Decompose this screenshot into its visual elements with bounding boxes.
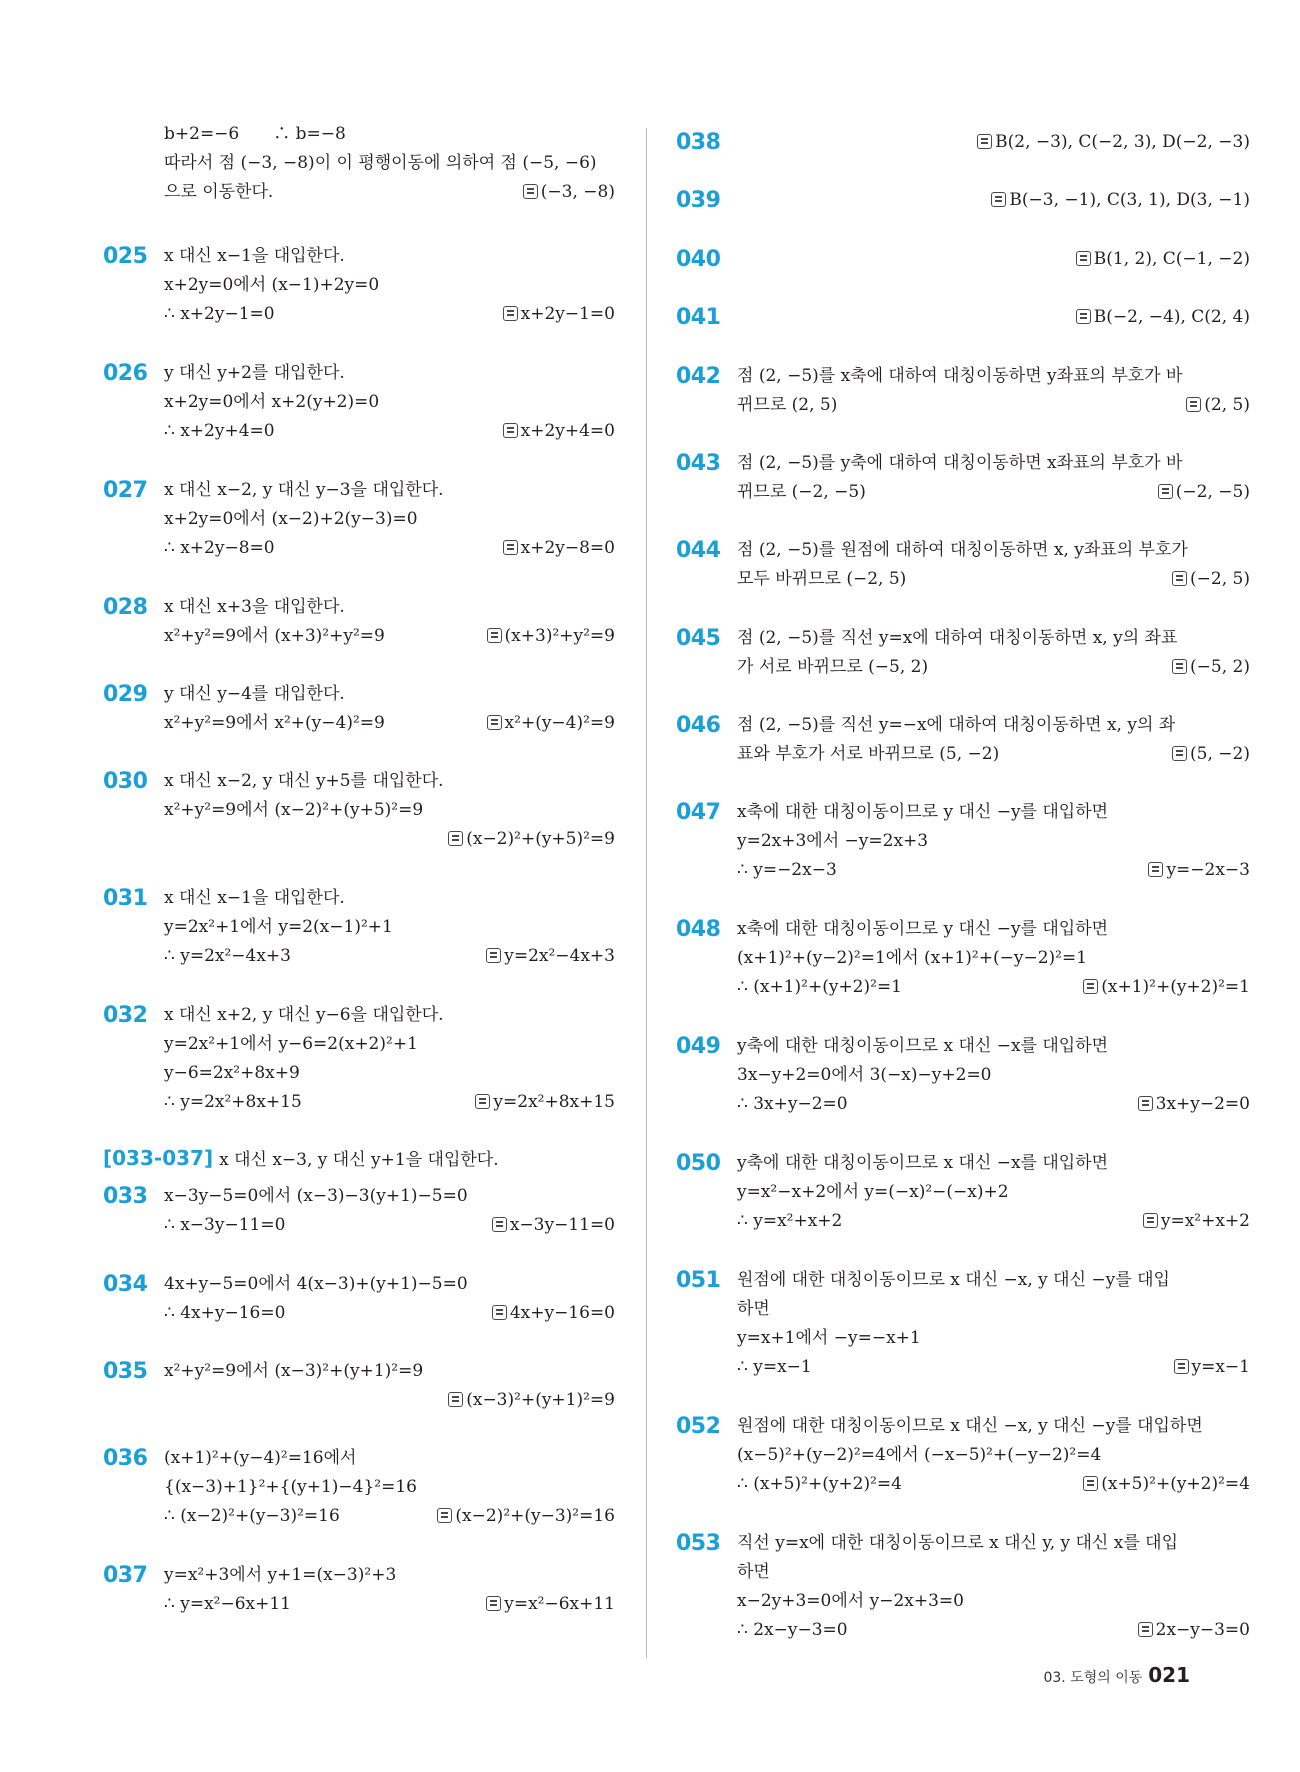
answer-icon [991,192,1006,207]
solution-line-text: 점 (2, −5)를 직선 y=−x에 대하여 대칭이동하면 x, y의 좌 [737,715,1176,735]
solution-body [164,593,615,651]
page-number: 021 [1148,1663,1190,1687]
solution-body [737,449,1250,507]
solution-body [164,242,615,329]
solution-line-text: 원점에 대한 대칭이동이므로 x 대신 −x, y 대신 −y를 대입 [737,1270,1170,1290]
solution-line [737,303,1250,332]
solution-body [164,1001,615,1117]
solution-line-text: (x−5)²+(y−2)²=4에서 (−x−5)²+(−y−2)²=4 [737,1445,1102,1465]
solution-body [164,884,615,971]
solution-body [737,624,1250,682]
answer-text: (−2, −5) [1175,482,1250,502]
solution-line-text: x축에 대한 대칭이동이므로 y 대신 −y를 대입하면 [737,919,1109,939]
solution-line-text: ∴ x−3y−11=0 [164,1215,286,1235]
solution-line-text: x−2y+3=0에서 y−2x+3=0 [737,1591,964,1611]
solution-line-text: 점 (2, −5)를 x축에 대하여 대칭이동하면 y좌표의 부호가 바 [737,366,1183,386]
solution-line-text: y=2x+3에서 −y=2x+3 [737,831,929,851]
answer-line [164,825,615,854]
solution-line [737,1587,1250,1616]
answer-icon [486,1596,501,1611]
solution-line-text: y=x²−x+2에서 y=(−x)²−(−x)+2 [737,1182,1009,1202]
solution-line [164,417,615,446]
problem-number: 038 [676,130,721,155]
solution-line-text: y 대신 y−4를 대입한다. [164,684,345,704]
problem-number: 025 [103,244,148,269]
answer-text: y=x²−6x+11 [504,1594,615,1614]
problem-number: 051 [676,1268,721,1293]
problem-number: 048 [676,917,721,942]
answer-text: B(2, −3), C(−2, 3), D(−2, −3) [995,132,1250,152]
problem-number: 027 [103,478,148,503]
problem-number: 029 [103,682,148,707]
solution-line-text: ∴ 2x−y−3=0 [737,1620,848,1640]
solution-body [737,245,1250,274]
solution-line [164,796,615,825]
solution-line [164,1590,615,1619]
solution-line [164,593,615,622]
solution-line [737,1412,1250,1441]
solution-body [737,798,1250,885]
solution-line [737,1470,1250,1499]
problem-number: 028 [103,595,148,620]
solution-line [737,391,1250,420]
answer-icon [1138,1096,1153,1111]
answer [1172,653,1250,682]
solution-body [737,303,1250,332]
answer-text: x+2y−1=0 [520,304,615,324]
solution-line [737,1149,1250,1178]
solution-line-text: ∴ y=x−1 [737,1357,812,1377]
solution-body [737,711,1250,769]
answer [523,178,615,207]
answer [1172,740,1250,769]
answer [991,186,1250,215]
solution-line [737,827,1250,856]
solution-line-text: ∴ y=−2x−3 [737,860,837,880]
solution-line [164,1473,615,1502]
problem-number: 049 [676,1034,721,1059]
continuation-block [164,120,615,207]
solution-body [164,1182,615,1240]
answer [1076,245,1250,274]
solution-body [164,1444,615,1531]
solution-line [164,1270,615,1299]
answer-icon [503,306,518,321]
answer [1138,1616,1250,1645]
solution-line-text: ∴ y=2x²+8x+15 [164,1092,302,1112]
solution-line [164,271,615,300]
solution-line-text: y축에 대한 대칭이동이므로 x 대신 −x를 대입하면 [737,1036,1109,1056]
answer-text: B(−2, −4), C(2, 4) [1093,307,1250,327]
problem-number: 031 [103,886,148,911]
solution-line-text: x 대신 x+3을 대입한다. [164,597,345,617]
solution-line [737,1441,1250,1470]
answer [448,1386,615,1415]
solution-line-text: x²+y²=9에서 (x+3)²+y²=9 [164,626,385,646]
solution-line [737,740,1250,769]
answer-text: x²+(y−4)²=9 [504,713,615,733]
answer [475,1088,615,1117]
answer-icon [437,1508,452,1523]
solution-line [164,1088,615,1117]
solution-line-text: 점 (2, −5)를 원점에 대하여 대칭이동하면 x, y좌표의 부호가 [737,540,1188,560]
solution-body [164,1270,615,1328]
solution-line-text: x 대신 x−1을 대입한다. [164,888,345,908]
solution-line-text: x축에 대한 대칭이동이므로 y 대신 −y를 대입하면 [737,802,1109,822]
solution-line [164,1502,615,1531]
problem-number: 042 [676,364,721,389]
solution-line [737,1616,1250,1645]
problem-number: 032 [103,1003,148,1028]
solution-line [164,149,615,178]
solution-body [164,359,615,446]
solution-line-text: 뀌므로 (2, 5) [737,395,838,415]
problem-number: 034 [103,1272,148,1297]
solution-line [164,1299,615,1328]
answer-text: B(−3, −1), C(3, 1), D(3, −1) [1009,190,1250,210]
solution-line-text: x 대신 x−1을 대입한다. [164,246,345,266]
answer [503,417,615,446]
solution-line-text: ∴ (x+1)²+(y+2)²=1 [737,977,902,997]
group-header [103,1144,499,1173]
solution-body [737,186,1250,215]
answer-text: x+2y+4=0 [520,421,615,441]
solution-line-text: x²+y²=9에서 (x−3)²+(y+1)²=9 [164,1361,424,1381]
solution-line [737,653,1250,682]
solution-line [737,478,1250,507]
solution-line [164,1444,615,1473]
answer [437,1502,615,1531]
solution-line [737,536,1250,565]
column-divider [646,128,647,1658]
solution-line [737,245,1250,274]
solution-line-text: ∴ y=x²−6x+11 [164,1594,291,1614]
solution-line [164,1182,615,1211]
problem-number: 043 [676,451,721,476]
solution-line [164,359,615,388]
answer-icon [1172,659,1187,674]
solution-line-text: ∴ x+2y−8=0 [164,538,275,558]
solution-line [737,1061,1250,1090]
solution-body [737,128,1250,157]
solution-body [737,362,1250,420]
solution-line-text: ∴ y=2x²−4x+3 [164,946,291,966]
answer-text: (−3, −8) [540,182,615,202]
answer [487,622,615,651]
solution-line-text: y−6=2x²+8x+9 [164,1063,300,1083]
answer [486,942,615,971]
answer-text: (x−2)²+(y−3)²=16 [455,1506,615,1526]
solution-line [164,622,615,651]
solution-line-text: 뀌므로 (−2, −5) [737,482,866,502]
solution-body [164,767,615,854]
solution-line-text: y=2x²+1에서 y=2(x−1)²+1 [164,917,393,937]
problem-number: 030 [103,769,148,794]
answer-text: B(1, 2), C(−1, −2) [1093,249,1250,269]
answer [1076,303,1250,332]
problem-number: 026 [103,361,148,386]
solution-line [164,709,615,738]
problem-number: 052 [676,1414,721,1439]
solution-line [164,767,615,796]
solution-line [164,1059,615,1088]
answer-text: (x−3)²+(y+1)²=9 [466,1390,615,1410]
solution-line [737,565,1250,594]
solution-line [164,505,615,534]
solution-line [737,362,1250,391]
solution-line [164,680,615,709]
answer-icon [486,948,501,963]
answer-text: y=2x²−4x+3 [504,946,615,966]
answer [503,300,615,329]
solution-line-text: y=x²+3에서 y+1=(x−3)²+3 [164,1565,397,1585]
answer [448,825,615,854]
answer-icon [1083,1476,1098,1491]
solution-line-text: 가 서로 바뀌므로 (−5, 2) [737,657,929,677]
solution-line-text: ∴ (x−2)²+(y−3)²=16 [164,1506,340,1526]
answer [1148,856,1250,885]
solution-body [737,1412,1250,1499]
solution-line [737,973,1250,1002]
solution-line [737,711,1250,740]
solution-line-text: ∴ 3x+y−2=0 [737,1094,848,1114]
answer [1083,973,1250,1002]
problem-number: 047 [676,800,721,825]
solution-line-text: 점 (2, −5)를 y축에 대하여 대칭이동하면 x좌표의 부호가 바 [737,453,1183,473]
solution-line-text: ∴ 4x+y−16=0 [164,1303,286,1323]
solution-line [737,1529,1250,1558]
answer [487,709,615,738]
solution-body [737,1149,1250,1236]
answer [1174,1353,1251,1382]
answer [1172,565,1250,594]
answer-text: y=x²+x+2 [1160,1211,1250,1231]
solution-body [737,915,1250,1002]
solution-line [737,915,1250,944]
solution-line-text: 표와 부호가 서로 바뀌므로 (5, −2) [737,744,1000,764]
answer-text: (5, −2) [1190,744,1250,764]
answer-icon [448,1392,463,1407]
answer-text: x−3y−11=0 [509,1215,615,1235]
solution-line [737,128,1250,157]
solution-line [164,388,615,417]
solution-line [164,300,615,329]
answer [1083,1470,1250,1499]
solution-line-text: {(x−3)+1}²+{(y+1)−4}²=16 [164,1477,417,1497]
solution-line [164,242,615,271]
solution-line [737,1178,1250,1207]
answer-text: 2x−y−3=0 [1155,1620,1250,1640]
solution-line-text: x 대신 x−2, y 대신 y−3을 대입한다. [164,480,444,500]
solution-line-text: x+2y=0에서 (x−2)+2(y−3)=0 [164,509,418,529]
solution-line-text: x²+y²=9에서 (x−2)²+(y+5)²=9 [164,800,424,820]
solution-line-text: y 대신 y+2를 대입한다. [164,363,345,383]
answer-icon [475,1094,490,1109]
solution-line-text: x 대신 x−2, y 대신 y+5를 대입한다. [164,771,444,791]
answer-icon [1076,251,1091,266]
answer-icon [1172,746,1187,761]
answer-text: y=x−1 [1191,1357,1250,1377]
solution-line-text: 점 (2, −5)를 직선 y=x에 대하여 대칭이동하면 x, y의 좌표 [737,628,1178,648]
solution-line-text: ∴ (x+5)²+(y+2)²=4 [737,1474,902,1494]
problem-number: 033 [103,1184,148,1209]
answer-line [164,1386,615,1415]
answer-icon [1186,397,1201,412]
answer [492,1299,615,1328]
problem-number: 053 [676,1531,721,1556]
answer-text: (−2, 5) [1190,569,1250,589]
answer-text: y=2x²+8x+15 [493,1092,615,1112]
problem-number: 044 [676,538,721,563]
solution-line [737,1324,1250,1353]
solution-line-text: x+2y=0에서 (x−1)+2y=0 [164,275,380,295]
solution-line-text: y축에 대한 대칭이동이므로 x 대신 −x를 대입하면 [737,1153,1109,1173]
answer-icon [977,134,992,149]
solution-line [737,624,1250,653]
answer-text: (x−2)²+(y+5)²=9 [466,829,615,849]
problem-number: 045 [676,626,721,651]
solution-line [737,1558,1250,1587]
answer-icon [1143,1213,1158,1228]
solution-body [164,1561,615,1619]
answer-text: 4x+y−16=0 [509,1303,615,1323]
solution-line [164,1030,615,1059]
solution-line-text: 모두 바뀌므로 (−2, 5) [737,569,907,589]
answer-icon [448,831,463,846]
page-footer [1043,1660,1190,1690]
solution-line [164,1001,615,1030]
solution-line-text: x 대신 x+2, y 대신 y−6을 대입한다. [164,1005,444,1025]
solution-line [164,1561,615,1590]
solution-line [737,1207,1250,1236]
answer-text: (2, 5) [1204,395,1250,415]
problem-number: 039 [676,188,721,213]
problem-number: 035 [103,1359,148,1384]
solution-line-text: 원점에 대한 대칭이동이므로 x 대신 −x, y 대신 −y를 대입하면 [737,1416,1203,1436]
solution-line [737,449,1250,478]
solution-line [164,534,615,563]
solution-line-text: 직선 y=x에 대한 대칭이동이므로 x 대신 y, y 대신 x를 대입 [737,1533,1179,1553]
solution-line [164,178,615,207]
solution-line [737,1353,1250,1382]
chapter-title: 03. 도형의 이동 [1043,1670,1143,1686]
solution-line [164,476,615,505]
answer-text: (x+3)²+y²=9 [504,626,615,646]
solution-line-text: b+2=−6 ∴ b=−8 [164,124,346,144]
answer-icon [487,715,502,730]
solution-line [164,884,615,913]
answer-icon [503,423,518,438]
solution-line-text: y=x+1에서 −y=−x+1 [737,1328,921,1348]
answer [977,128,1250,157]
answer-text: (−5, 2) [1190,657,1250,677]
answer [492,1211,615,1240]
solution-line-text: (x+1)²+(y−4)²=16에서 [164,1448,357,1468]
solution-line [737,1266,1250,1295]
answer-text: (x+1)²+(y+2)²=1 [1101,977,1250,997]
answer-icon [1172,571,1187,586]
solution-line [164,120,615,149]
answer-icon [503,540,518,555]
answer-icon [1148,862,1163,877]
answer-icon [1083,979,1098,994]
answer-icon [1158,484,1173,499]
problem-number: 041 [676,305,721,330]
group-header-text: x 대신 x−3, y 대신 y+1을 대입한다. [219,1150,499,1170]
answer-icon [487,628,502,643]
answer-icon [1174,1359,1189,1374]
solution-line [737,944,1250,973]
solution-line-text: ∴ x+2y+4=0 [164,421,275,441]
answer-icon [1076,309,1091,324]
solution-line [164,942,615,971]
problem-number: 046 [676,713,721,738]
answer-icon [523,184,538,199]
solution-line-text: y=2x²+1에서 y−6=2(x+2)²+1 [164,1034,418,1054]
solution-line-text: 으로 이동한다. [164,182,274,202]
solution-line [737,1032,1250,1061]
answer-text: x+2y−8=0 [520,538,615,558]
solution-line-text: ∴ x+2y−1=0 [164,304,275,324]
answer-text: 3x+y−2=0 [1155,1094,1250,1114]
solution-body [164,680,615,738]
solution-line [737,186,1250,215]
solution-line-text: x−3y−5=0에서 (x−3)−3(y+1)−5=0 [164,1186,468,1206]
solution-body [164,1357,615,1415]
answer-icon [492,1305,507,1320]
answer-text: y=−2x−3 [1166,860,1250,880]
solution-body [164,476,615,563]
answer [1186,391,1250,420]
solution-line-text: 4x+y−5=0에서 4(x−3)+(y+1)−5=0 [164,1274,468,1294]
solution-line-text: 3x−y+2=0에서 3(−x)−y+2=0 [737,1065,992,1085]
answer [486,1590,615,1619]
solution-line-text: x+2y=0에서 x+2(y+2)=0 [164,392,380,412]
solution-line-text: 따라서 점 (−3, −8)이 이 평행이동에 의하여 점 (−5, −6) [164,153,597,173]
solution-body [737,1032,1250,1119]
problem-number: 050 [676,1151,721,1176]
problem-number: 040 [676,247,721,272]
answer-icon [1138,1622,1153,1637]
solution-line [164,1211,615,1240]
solution-line-text: 하면 [737,1299,770,1319]
problem-number: 036 [103,1446,148,1471]
solution-line [164,1357,615,1386]
solution-line [737,856,1250,885]
solution-line-text: x²+y²=9에서 x²+(y−4)²=9 [164,713,385,733]
problem-number: 037 [103,1563,148,1588]
solution-line [164,913,615,942]
solution-line-text: ∴ y=x²+x+2 [737,1211,843,1231]
solution-body [737,1529,1250,1645]
answer [1158,478,1250,507]
solution-line-text: (x+1)²+(y−2)²=1에서 (x+1)²+(−y−2)²=1 [737,948,1088,968]
answer [503,534,615,563]
answer-text: (x+5)²+(y+2)²=4 [1101,1474,1250,1494]
answer [1138,1090,1250,1119]
solution-line-text: 하면 [737,1562,770,1582]
answer-icon [492,1217,507,1232]
solution-body [737,1266,1250,1382]
solution-line [737,1295,1250,1324]
answer [1143,1207,1250,1236]
solution-line [737,1090,1250,1119]
solution-line [737,798,1250,827]
group-header-number: [033-037] [103,1146,214,1170]
solution-body [737,536,1250,594]
